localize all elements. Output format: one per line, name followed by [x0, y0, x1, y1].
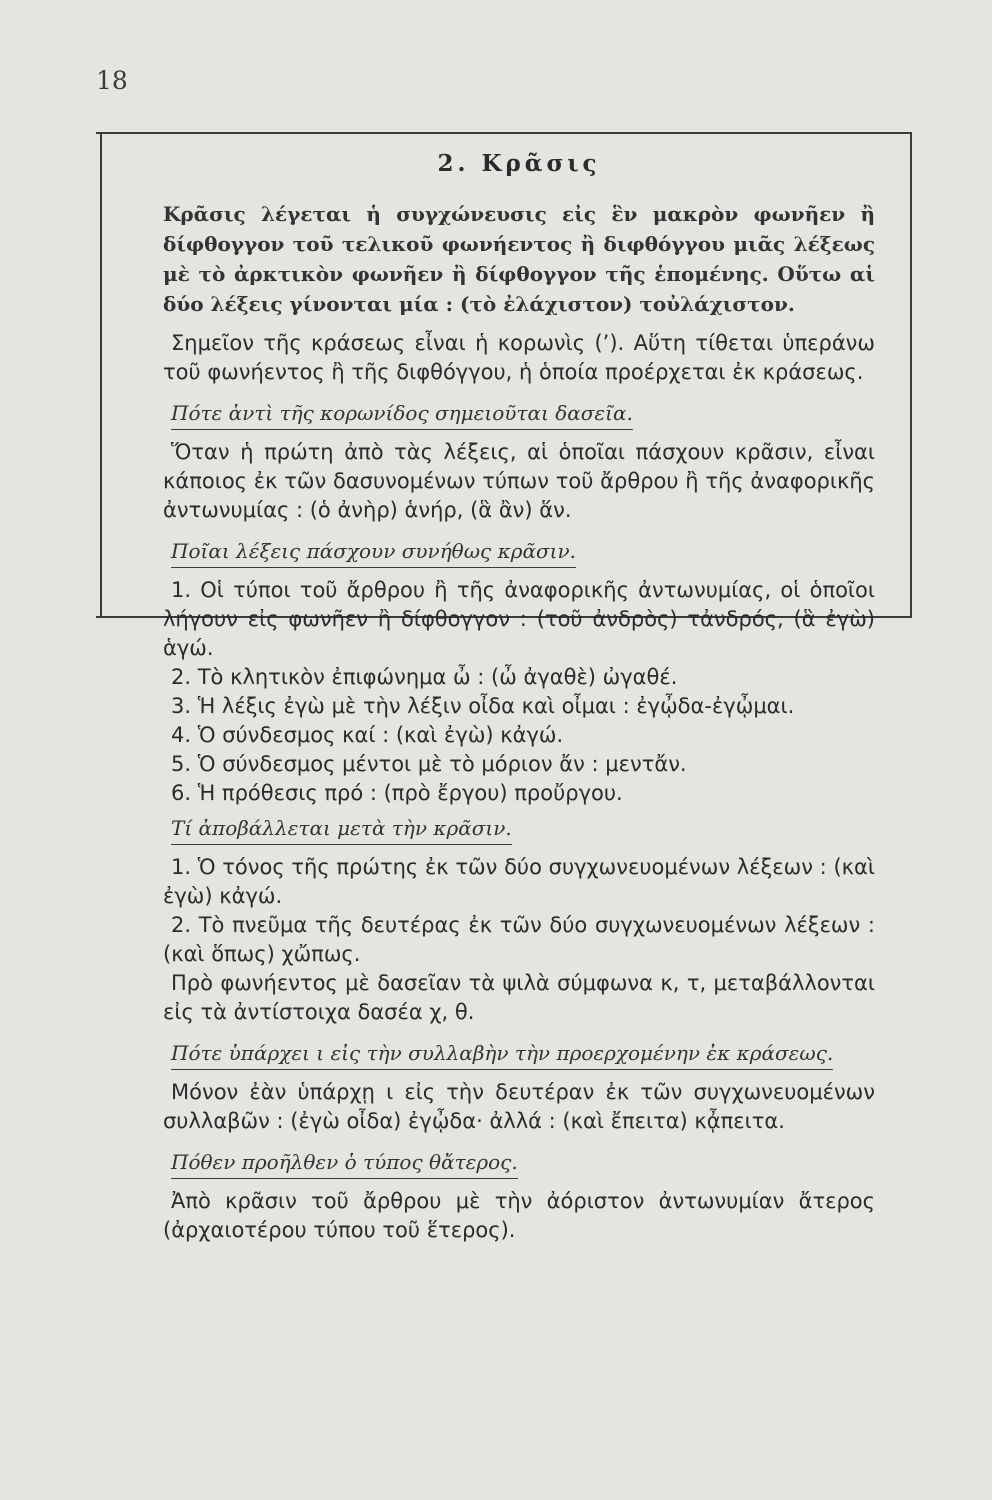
page-number: 18 — [96, 66, 128, 95]
list-item: 1. Οἱ τύποι τοῦ ἄρθρου ἢ τῆς ἀναφορικῆς ἀντωνυμίας, οἱ ὁποῖοι λήγουν εἰς φωνῆεν ἢ δίφθογγον : (τοῦ ἀνδρὸς) τἀνδρός, (ἃ ἐγὼ) ἁγώ. — [163, 578, 875, 660]
list-2 — [163, 853, 875, 969]
main-content — [163, 150, 875, 1251]
answer-4: Μόνον ἐὰν ὑπάρχῃ ι εἰς τὴν δευτέραν ἐκ τῶν συγχωνευομένων συλλαβῶν : (ἐγὼ οἶδα) ἐγᾦδα· ἀλλά : (καὶ ἔπειτα) κᾆπειτα. — [163, 1080, 875, 1133]
list-item: 4. Ὁ σύνδεσμος καί : (καὶ ἐγὼ) κἀγώ. — [171, 723, 564, 747]
answer-5: Ἀπὸ κρᾶσιν τοῦ ἄρθρου μὲ τὴν ἀόριστον ἀντωνυμίαν ἄτερος (ἀρχαιοτέρου τύπου τοῦ ἕτερος). — [163, 1189, 875, 1242]
question-4: Πότε ὑπάρχει ι εἰς τὴν συλλαβὴν τὴν προερχομένην ἐκ κράσεως. — [171, 1039, 833, 1070]
list-item: 2. Τὸ πνεῦμα τῆς δευτέρας ἐκ τῶν δύο συγχωνευομένων λέξεων : (καὶ ὅπως) χὤπως. — [163, 913, 875, 966]
list-item: 5. Ὁ σύνδεσμος μέντοι μὲ τὸ μόριον ἄν : μεντἄν. — [171, 752, 687, 776]
list-item: 6. Ἡ πρόθεσις πρό : (πρὸ ἔργου) προὔργου. — [171, 781, 623, 805]
list-item: 2. Τὸ κλητικὸν ἐπιφώνημα ὦ : (ὦ ἀγαθὲ) ὠγαθέ. — [171, 665, 678, 689]
question-5: Πόθεν προῆλθεν ὁ τύπος θἄτερος. — [171, 1148, 518, 1179]
question-1: Πότε ἀντὶ τῆς κορωνίδος σημειοῦται δασεῖα. — [171, 399, 633, 430]
list-item: 3. Ἡ λέξις ἐγὼ μὲ τὴν λέξιν οἶδα καὶ οἶμαι : ἐγᾦδα-ἐγᾦμαι. — [171, 694, 795, 718]
question-2: Ποῖαι λέξεις πάσχουν συνήθως κρᾶσιν. — [171, 537, 576, 568]
question-3: Τί ἀποβάλλεται μετὰ τὴν κρᾶσιν. — [171, 814, 512, 845]
section-title: 2. Κρᾶσις — [437, 150, 601, 177]
list-1 — [163, 576, 875, 808]
answer-3-extra: Πρὸ φωνήεντος μὲ δασεῖαν τὰ ψιλὰ σύμφωνα κ, τ, μεταβάλλονται εἰς τὰ ἀντίστοιχα δασέα χ, θ. — [163, 971, 875, 1024]
intro-paragraph: Κρᾶσις λέγεται ἡ συγχώνευσις εἰς ἓν μακρὸν φωνῆεν ἢ δίφθογγον τοῦ τελικοῦ φωνήεντος ἢ διφθόγγου μιᾶς λέξεως μὲ τὸ ἀρκτικὸν φωνῆεν ἢ δίφθογγον τῆς ἑπομένης. Οὕτω αἱ δύο λέξεις γίνονται μία : (τὸ ἐλάχιστον) τοὐλάχιστον. — [163, 202, 875, 316]
list-item: 1. Ὁ τόνος τῆς πρώτης ἐκ τῶν δύο συγχωνευομένων λέξεων : (καὶ ἐγὼ) κἀγώ. — [163, 855, 875, 908]
sign-paragraph: Σημεῖον τῆς κράσεως εἶναι ἡ κορωνὶς (’). Αὕτη τίθεται ὑπεράνω τοῦ φωνήεντος ἢ τῆς διφθόγγου, ἡ ὁποία προέρχεται ἐκ κράσεως. — [163, 331, 875, 384]
answer-1: Ὅταν ἡ πρώτη ἀπὸ τὰς λέξεις, αἱ ὁποῖαι πάσχουν κρᾶσιν, εἶναι κάποιος ἐκ τῶν δασυνομένων τύπων τοῦ ἄρθρου ἢ τῆς ἀναφορικῆς ἀντωνυμίας : (ὁ ἀνὴρ) ἁνήρ, (ἃ ἂν) ἅν. — [163, 440, 875, 522]
